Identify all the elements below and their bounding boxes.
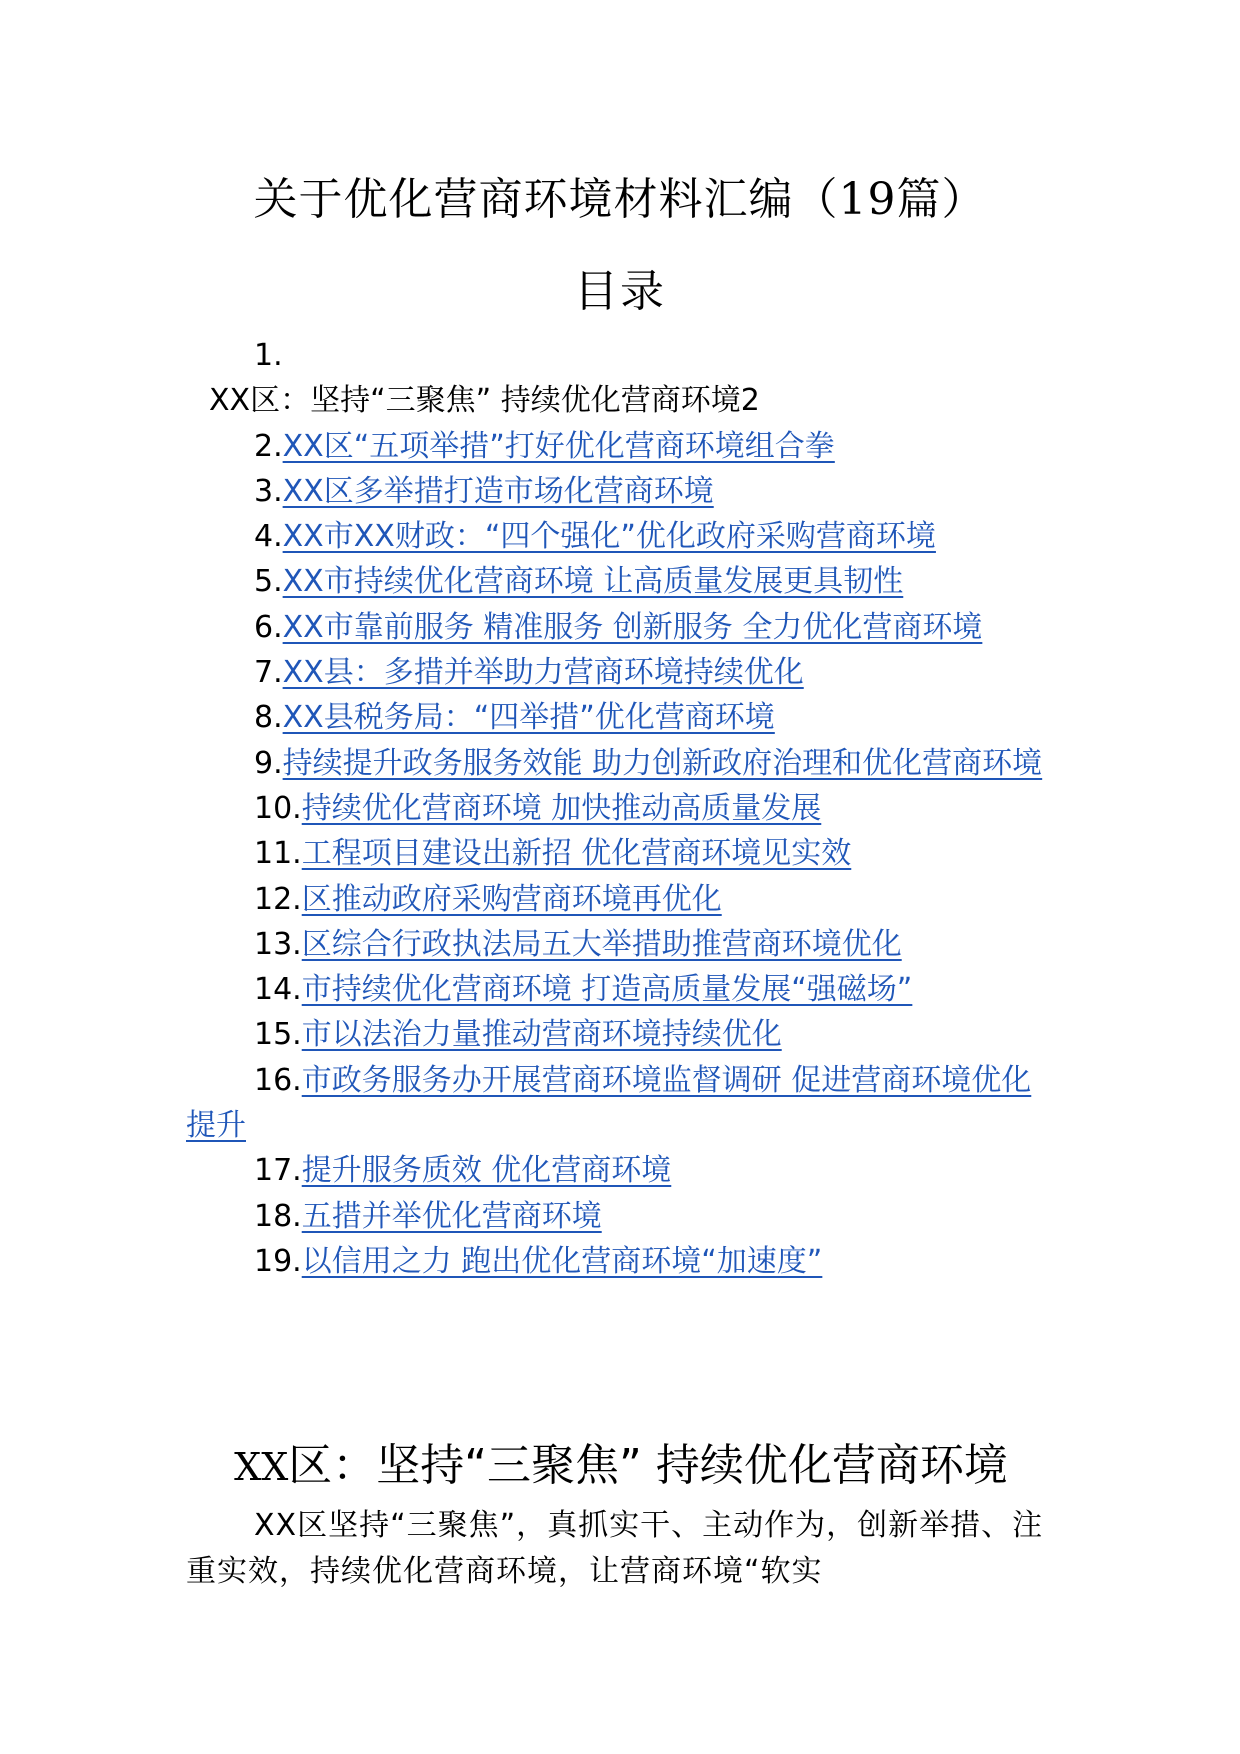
toc-entry bbox=[186, 922, 1056, 967]
toc-entry bbox=[186, 695, 1056, 740]
toc-entry-link[interactable]: 区推动政府采购营商环境再优化 bbox=[301, 881, 722, 917]
toc-entry bbox=[186, 333, 1056, 378]
toc-entry-index: 8. bbox=[254, 700, 283, 736]
toc-entry-link[interactable]: 工程项目建设出新招 优化营商环境见实效 bbox=[301, 836, 852, 872]
section-title-prefix: XX bbox=[234, 1445, 289, 1489]
toc-entry-index: 15. bbox=[254, 1017, 302, 1053]
toc-entry-index: 14. bbox=[254, 972, 302, 1008]
toc-entry-index: 6. bbox=[254, 609, 283, 645]
toc-entry-link[interactable]: 区综合行政执法局五大举措助推营商环境优化 bbox=[301, 926, 902, 962]
toc-entry bbox=[186, 424, 1056, 469]
toc-entry-index: 7. bbox=[254, 655, 283, 691]
toc-entry bbox=[186, 741, 1056, 786]
toc-entry bbox=[186, 605, 1056, 650]
toc-entry-link[interactable]: 市以法治力量推动营商环境持续优化 bbox=[301, 1017, 782, 1053]
table-of-contents bbox=[186, 333, 1056, 1284]
toc-entry-index: 11. bbox=[254, 836, 302, 872]
toc-entry-index: 16. bbox=[254, 1062, 302, 1098]
toc-entry bbox=[186, 469, 1056, 514]
section-title-text: 区：坚持“三聚焦” 持续优化营商环境 bbox=[288, 1440, 1008, 1491]
toc-entry bbox=[186, 1194, 1056, 1239]
section-title bbox=[186, 1436, 1056, 1497]
toc-entry-link[interactable]: 市持续优化营商环境 打造高质量发展“强磁场” bbox=[301, 972, 913, 1008]
toc-entry bbox=[186, 514, 1056, 559]
toc-entry-index: 3. bbox=[254, 473, 283, 509]
toc-entry-index: 5. bbox=[254, 564, 283, 600]
toc-entry bbox=[186, 831, 1056, 876]
toc-entry bbox=[186, 1239, 1056, 1284]
toc-entry-link[interactable]: 持续优化营商环境 加快推动高质量发展 bbox=[301, 790, 822, 826]
toc-entry-link[interactable]: 五措并举优化营商环境 bbox=[301, 1198, 602, 1234]
toc-entry-link[interactable]: XX市XX财政：“四个强化”优化政府采购营商环境 bbox=[282, 519, 936, 555]
document-title-text: 关于优化营商环境材料汇编（ bbox=[253, 174, 839, 225]
toc-entry-index: 1. bbox=[254, 338, 283, 373]
toc-entry-link[interactable]: 持续提升政务服务效能 助力创新政府治理和优化营商环境 bbox=[282, 745, 1043, 781]
toc-entry bbox=[186, 877, 1056, 922]
toc-entry-index: 18. bbox=[254, 1198, 302, 1234]
toc-entry-continuation[interactable] bbox=[186, 378, 1056, 423]
toc-entry-link[interactable]: 提升服务质效 优化营商环境 bbox=[301, 1153, 672, 1189]
toc-entry-link[interactable]: 市政务服务办开展营商环境监督调研 促进营商环境优化提升 bbox=[186, 1062, 1032, 1144]
toc-entry-link[interactable]: XX市持续优化营商环境 让高质量发展更具韧性 bbox=[282, 564, 904, 600]
toc-entry-link[interactable]: XX县：多措并举助力营商环境持续优化 bbox=[282, 655, 804, 691]
toc-entry-link[interactable]: XX区“五项举措”打好优化营商环境组合拳 bbox=[282, 428, 835, 464]
toc-entry-link[interactable]: 以信用之力 跑出优化营商环境“加速度” bbox=[301, 1243, 823, 1279]
toc-entry-index: 2. bbox=[254, 428, 283, 464]
toc-entry-index: 10. bbox=[254, 790, 302, 826]
toc-entry-index: 12. bbox=[254, 881, 302, 917]
toc-entry bbox=[186, 1148, 1056, 1193]
toc-entry bbox=[186, 650, 1056, 695]
toc-entry-index: 19. bbox=[254, 1243, 302, 1279]
toc-entry bbox=[186, 1058, 1056, 1149]
toc-entry bbox=[186, 1012, 1056, 1057]
toc-entry bbox=[186, 786, 1056, 831]
toc-entry-link[interactable]: XX市靠前服务 精准服务 创新服务 全力优化营商环境 bbox=[282, 609, 983, 645]
toc-entry-link[interactable]: XX区多举措打造市场化营商环境 bbox=[282, 473, 714, 509]
toc-entry-link[interactable]: XX县税务局：“四举措”优化营商环境 bbox=[282, 700, 775, 736]
toc-entry-index: 4. bbox=[254, 519, 283, 555]
toc-entry-link[interactable]: XX区：坚持“三聚焦” 持续优化营商环境 bbox=[209, 383, 741, 419]
toc-entry bbox=[186, 967, 1056, 1012]
document-title bbox=[0, 170, 1240, 230]
toc-entry-page-number: 2 bbox=[740, 383, 760, 419]
toc-entry-index: 13. bbox=[254, 926, 302, 962]
toc-entry bbox=[186, 559, 1056, 604]
toc-entry-index: 9. bbox=[254, 745, 283, 781]
body-paragraph: XX区坚持“三聚焦”，真抓实干、主动作为，创新举措、注重实效，持续优化营商环境，让营商环境“软实 bbox=[186, 1508, 1044, 1589]
document-title-suffix: 篇） bbox=[896, 174, 987, 225]
document-title-count: 19 bbox=[838, 174, 897, 225]
toc-entry-index: 17. bbox=[254, 1153, 302, 1189]
toc-heading: 目录 bbox=[574, 266, 666, 317]
